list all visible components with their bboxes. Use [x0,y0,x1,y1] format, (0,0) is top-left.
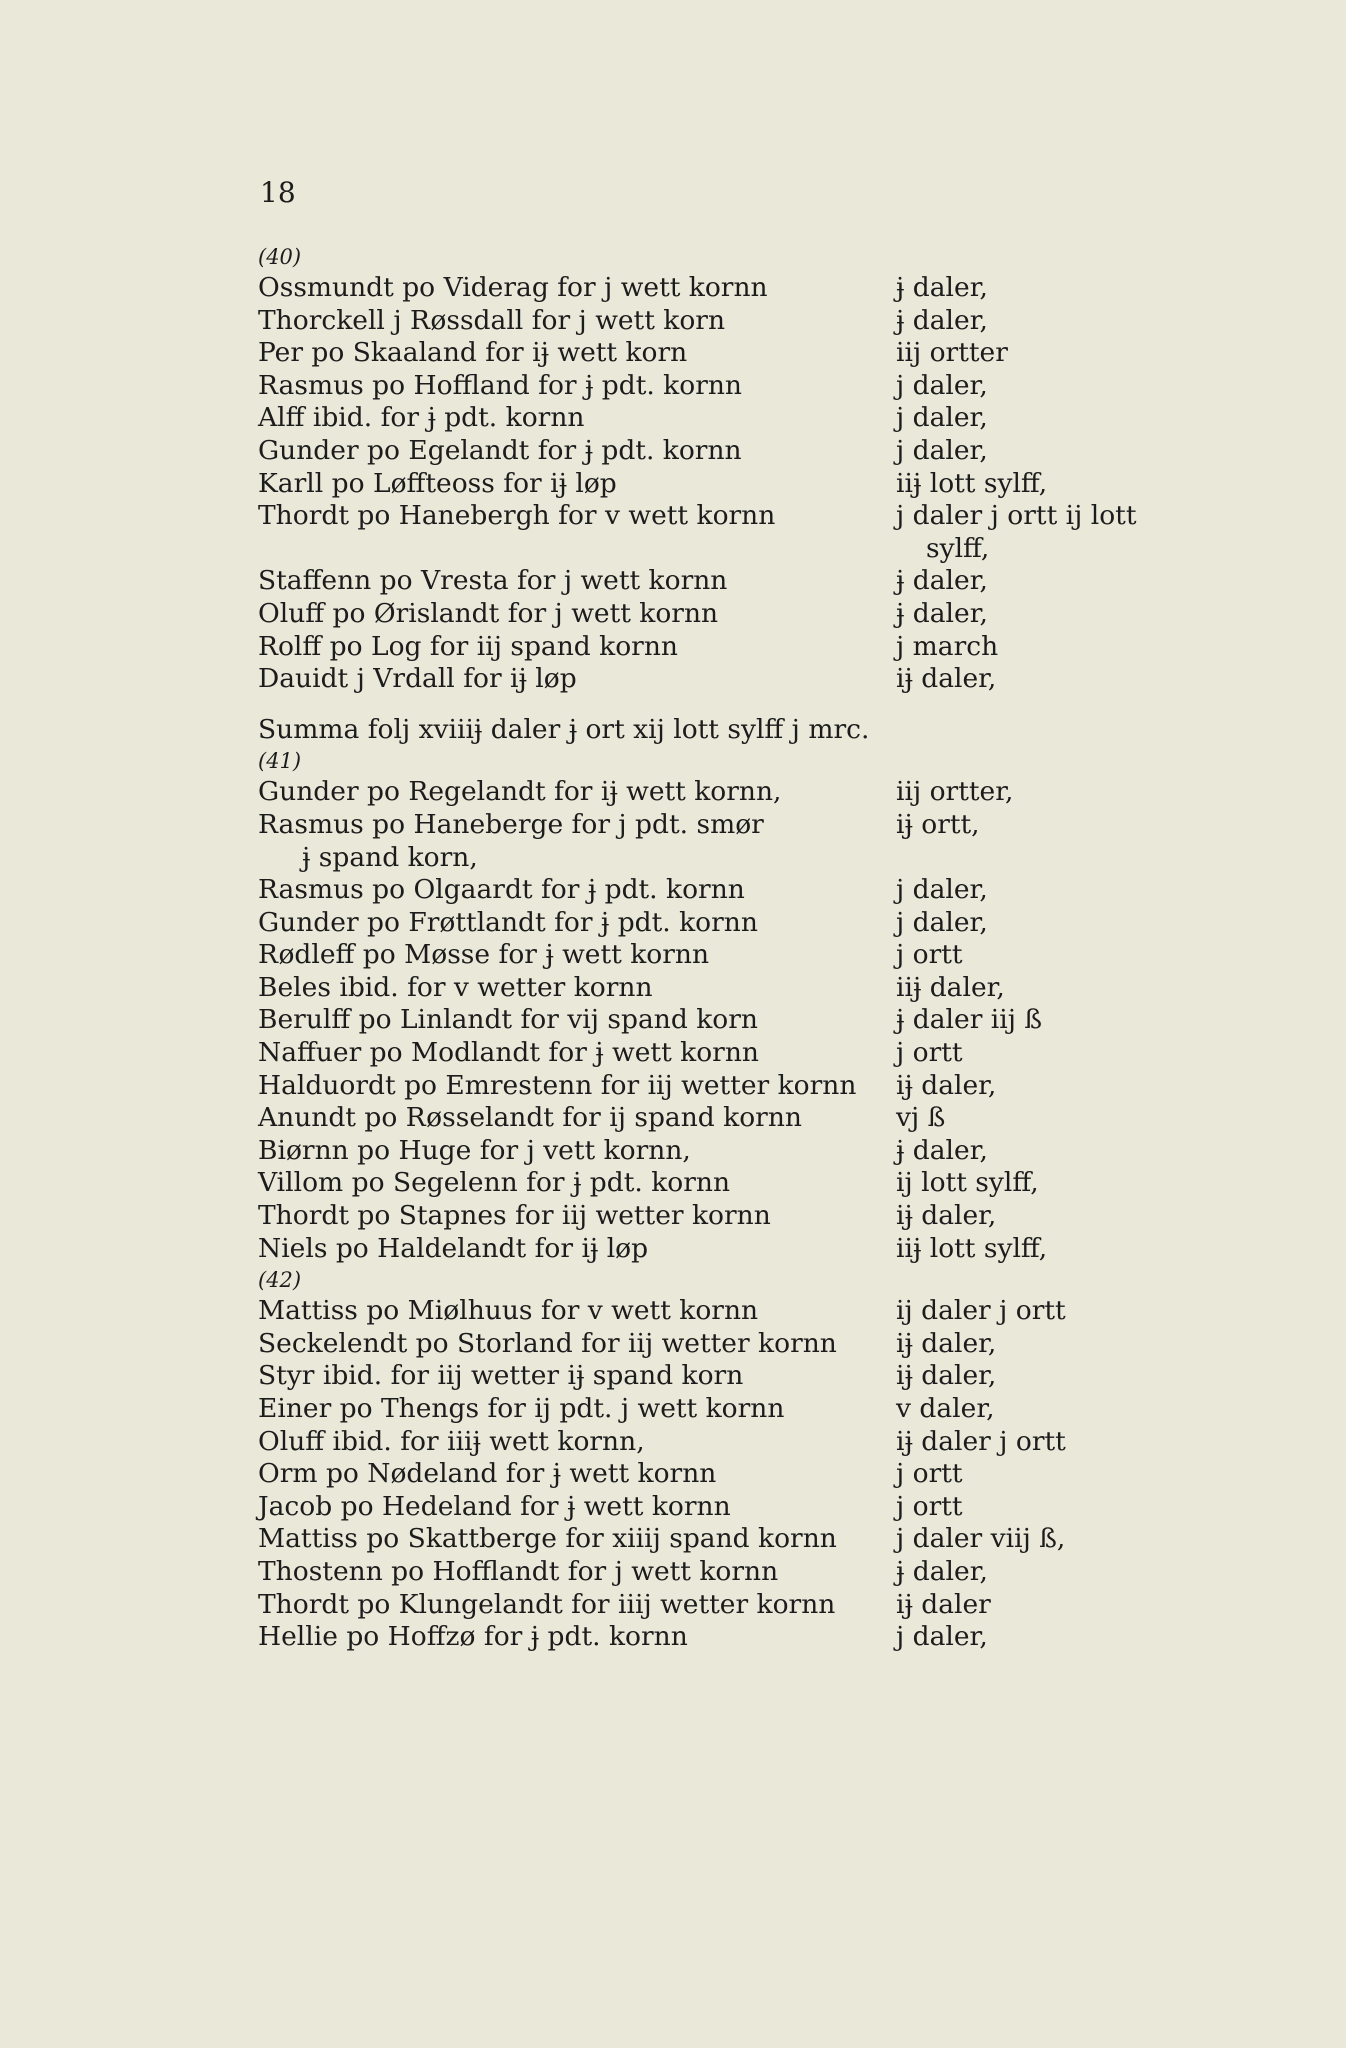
entry-item: Anundt po Røsselandt for ij spand kornn [258,1102,802,1134]
entry-item: Niels po Haldelandt for iɉ løp [258,1232,649,1264]
ledger-row [258,1102,1298,1135]
entry-item: Thordt po Klungelandt for iiij wetter kornn [258,1588,836,1620]
entry-amount: iij ortter, [896,776,1014,808]
ledger-row [258,1328,1298,1361]
entry-amount: j daler, [896,874,988,906]
entry-item: Gunder po Egelandt for ɉ pdt. kornn [258,434,742,466]
ledger-row [258,1004,1298,1037]
ledger-row [258,972,1298,1005]
entry-item: Per po Skaaland for iɉ wett korn [258,337,688,369]
entry-amount: ɉ daler, [896,272,988,303]
entry-amount: v daler, [896,1393,995,1424]
ledger-row [258,1167,1298,1200]
entry-amount: j daler, [896,434,988,466]
section-41 [258,746,1298,1265]
entry-amount: j ortt [896,1037,963,1069]
section-marker: (42) [258,1268,302,1293]
entry-amount: ɉ daler, [896,1555,988,1587]
entry-amount: ɉ daler, [896,565,988,597]
ledger-row [258,1621,1298,1654]
entry-item: Berulff po Linlandt for vij spand korn [258,1004,758,1036]
section-marker: (41) [258,749,302,774]
entry-amount: j march [896,630,999,662]
ledger-row [258,1556,1298,1589]
entry-amount: j daler, [896,369,988,401]
entry-item: Ossmundt po Viderag for j wett kornn [258,272,768,303]
entry-amount: iɉ daler [896,1588,991,1620]
entry-item: Hellie po Hoffzø for ɉ pdt. kornn [258,1621,688,1653]
entry-amount: iɉ daler, [896,663,997,695]
entry-item: Mattiss po Miølhuus for v wett kornn [258,1295,759,1327]
entry-item: Thordt po Stapnes for iij wetter kornn [258,1200,771,1232]
entry-amount: j daler j ortt ij lott [896,500,1137,532]
ledger-row [258,598,1298,631]
entry-amount: j daler, [896,402,988,434]
ledger-row [258,809,1298,842]
entry-item: Karll po Løffteoss for iɉ løp [258,467,617,499]
ledger-row [258,939,1298,972]
entry-item: Villom po Segelenn for ɉ pdt. kornn [258,1167,731,1199]
ledger-row [258,663,1298,696]
entry-item-continuation: ɉ spand korn, [302,841,478,873]
entry-item: Thostenn po Hofflandt for j wett kornn [258,1555,779,1587]
page-number: 18 [260,176,296,209]
entry-amount: iɉ daler, [896,1200,997,1232]
entry-item: Einer po Thengs for ij pdt. j wett kornn [258,1393,785,1424]
entry-amount: ij daler j ortt [896,1295,1066,1327]
ledger-row [258,1589,1298,1622]
entry-amount: iɉ daler, [896,1360,997,1392]
section-40 [258,242,1298,746]
entry-amount: iiɉ lott sylff, [896,467,1048,499]
ledger-row [258,1037,1298,1070]
entry-item: Thordt po Hanebergh for v wett kornn [258,500,776,532]
entry-item: Orm po Nødeland for ɉ wett kornn [258,1458,717,1490]
entry-item: Rødleff po Møsse for ɉ wett kornn [258,939,710,971]
entry-item: Mattiss po Skattberge for xiiij spand kornn [258,1523,837,1555]
entry-amount: iɉ daler, [896,1327,997,1359]
entry-item: Rasmus po Hoffland for ɉ pdt. kornn [258,369,743,401]
entry-item: Gunder po Regelandt for iɉ wett kornn, [258,776,782,808]
ledger-row [258,337,1298,370]
ledger-row [258,500,1298,533]
ledger-row [258,305,1298,338]
section-42 [258,1265,1298,1654]
entry-item: Beles ibid. for v wetter kornn [258,971,653,1003]
entry-amount: iɉ daler, [896,1069,997,1101]
entry-amount: ɉ daler, [896,597,988,629]
entry-item: Biørnn po Huge for j vett kornn, [258,1134,691,1166]
ledger-row [258,776,1298,809]
ledger-row [258,631,1298,664]
entry-item: Jacob po Hedeland for ɉ wett kornn [258,1490,731,1522]
entry-amount: iɉ ortt, [896,808,980,840]
ledger-row [258,435,1298,468]
entry-item: Oluff po Ørislandt for j wett kornn [258,597,719,629]
entry-amount-continuation: sylff, [926,532,990,564]
entry-amount: vj ß [896,1102,946,1134]
entry-item: Rasmus po Olgaardt for ɉ pdt. kornn [258,874,745,906]
entry-item: Rasmus po Haneberge for j pdt. smør [258,808,764,840]
entry-amount: iɉ daler j ortt [896,1425,1066,1457]
ledger-row [258,1360,1298,1393]
entry-item: Halduordt po Emrestenn for iij wetter kornn [258,1069,857,1101]
entry-amount: iiɉ daler, [896,971,1005,1003]
ledger-row [258,1135,1298,1168]
entry-item: Alff ibid. for ɉ pdt. kornn [258,402,585,434]
ledger-row [258,874,1298,907]
ledger-row [258,1523,1298,1556]
ledger-content [258,242,1298,1654]
summa-line: Summa folj xviiiɉ daler ɉ ort xij lott sylff j mrc. [258,713,870,745]
entry-item: Seckelendt po Storland for iij wetter kornn [258,1327,837,1359]
ledger-row [258,370,1298,403]
entry-item: Thorckell j Røssdall for j wett korn [258,304,726,336]
entry-amount: ɉ daler, [896,1134,988,1166]
ledger-row [258,907,1298,940]
entry-amount: ɉ daler iij ß [896,1004,1043,1036]
section-marker: (40) [258,245,302,269]
ledger-row [258,402,1298,435]
ledger-row [258,565,1298,598]
entry-item: Rolff po Log for iij spand kornn [258,630,678,662]
entry-amount: j ortt [896,939,963,971]
ledger-row [258,468,1298,501]
ledger-row [258,1426,1298,1459]
ledger-row [258,1491,1298,1524]
entry-item: Oluff ibid. for iiiɉ wett kornn, [258,1425,645,1457]
ledger-row [258,1393,1298,1426]
entry-amount: ij lott sylff, [896,1167,1039,1199]
entry-item: Naffuer po Modlandt for ɉ wett kornn [258,1037,759,1069]
entry-amount: j daler, [896,906,988,938]
ledger-row [258,272,1298,305]
ledger-row [258,1233,1298,1266]
entry-amount: ɉ daler, [896,304,988,336]
entry-amount: j daler, [896,1621,988,1653]
entry-amount: iij ortter [896,337,1008,369]
entry-amount: j ortt [896,1490,963,1522]
entry-amount: j ortt [896,1458,963,1490]
ledger-row [258,1458,1298,1491]
entry-item: Staffenn po Vresta for j wett kornn [258,565,728,597]
entry-item: Styr ibid. for iij wetter iɉ spand korn [258,1360,744,1392]
ledger-row [258,1200,1298,1233]
ledger-row [258,1070,1298,1103]
ledger-row [258,1295,1298,1328]
entry-amount: iiɉ lott sylff, [896,1232,1048,1264]
entry-amount: j daler viij ß, [896,1523,1066,1555]
entry-item: Dauidt j Vrdall for iɉ løp [258,663,577,695]
entry-item: Gunder po Frøttlandt for ɉ pdt. kornn [258,906,758,938]
